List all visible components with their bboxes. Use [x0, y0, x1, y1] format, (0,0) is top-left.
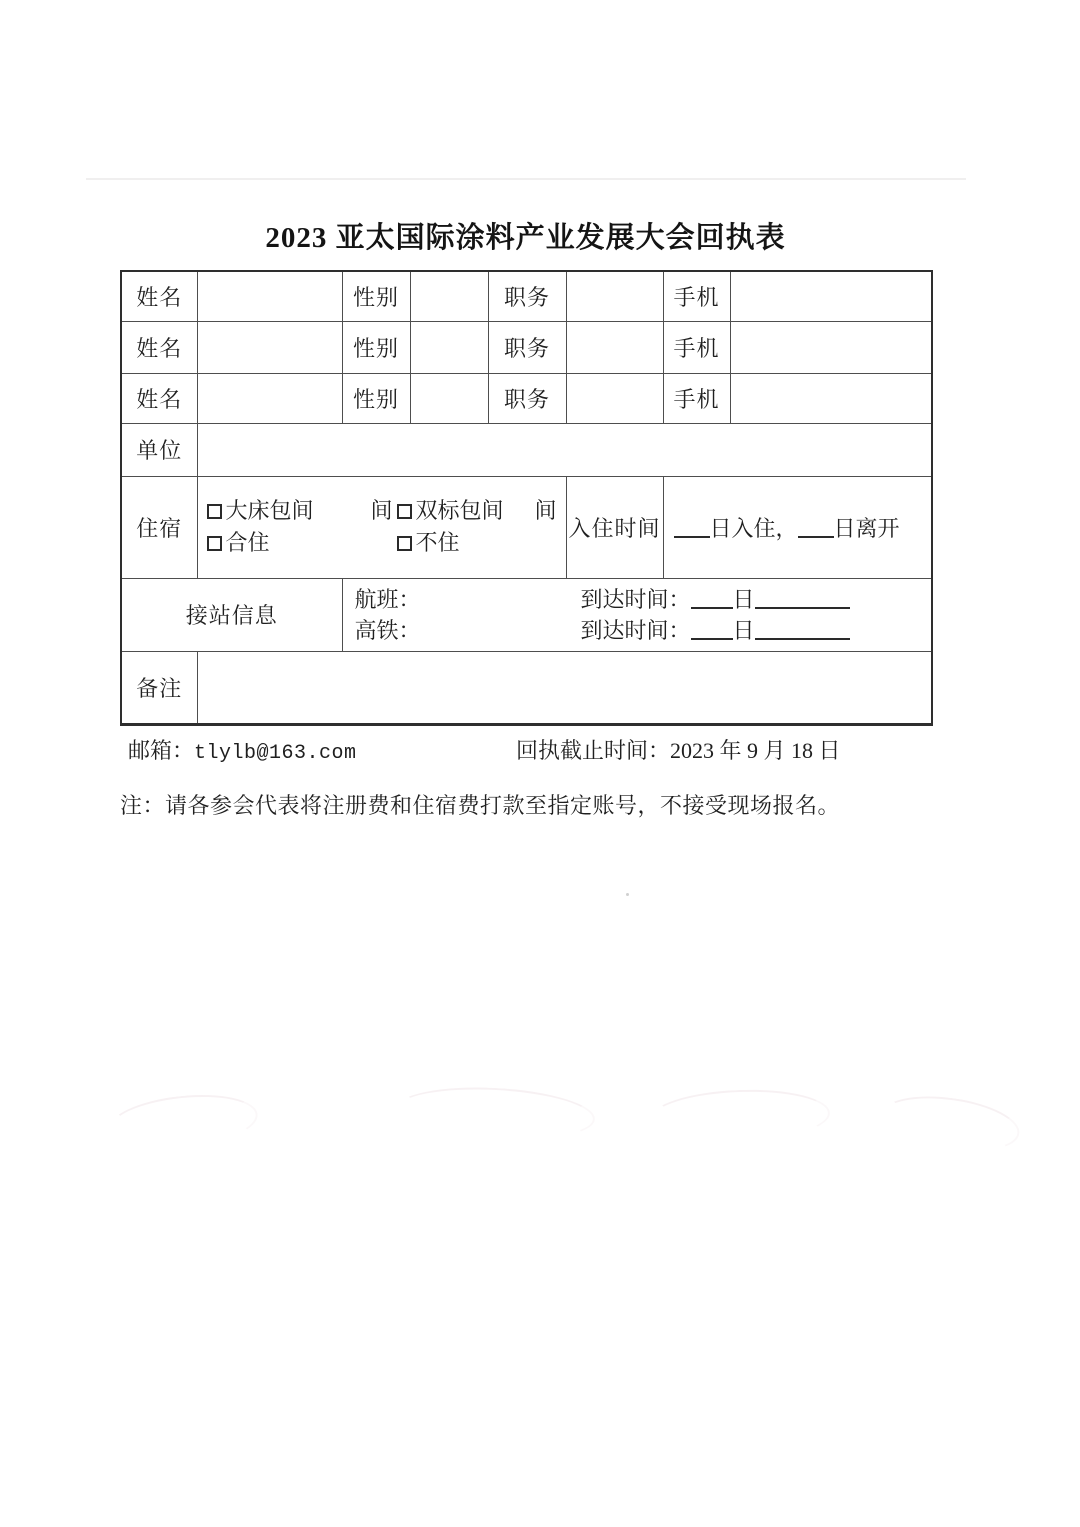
note-text: 注：请各参会代表将注册费和住宿费打款至指定账号，不接受现场报名。: [120, 792, 841, 818]
scan-artifact: [649, 1087, 831, 1145]
gender-label: 性别: [342, 373, 410, 423]
checkin-time-cell: [663, 476, 932, 578]
mobile-label: 手机: [663, 321, 730, 373]
train-arrival-label: 到达时间：: [580, 617, 691, 643]
checkout-day-blank[interactable]: [798, 516, 834, 538]
deadline: [516, 735, 841, 767]
gender-input-cell[interactable]: [410, 321, 488, 373]
accommodation-label: 住宿: [121, 476, 197, 578]
train-day-text: 日: [732, 617, 755, 643]
mobile-label: 手机: [663, 373, 730, 423]
name-input-cell[interactable]: [197, 373, 342, 423]
option-king-room[interactable]: [207, 495, 314, 527]
flight-arrival-label: 到达时间：: [580, 586, 691, 612]
name-label: 姓名: [121, 373, 197, 423]
deadline-value: 2023 年 9 月 18 日: [670, 737, 841, 763]
page-title: 2023 亚太国际涂料产业发展大会回执表: [265, 222, 786, 254]
attendee-row: [121, 373, 932, 423]
flight-day-text: 日: [732, 586, 755, 612]
twin-room-count-unit: 间: [534, 498, 557, 523]
gender-input-cell[interactable]: [410, 373, 488, 423]
option-no-stay[interactable]: [397, 527, 460, 559]
flight-label: 航班：: [354, 586, 421, 612]
email-value: tlylb@163.com: [194, 741, 357, 765]
accommodation-row: [121, 476, 932, 578]
flight-arrival-day-blank[interactable]: [691, 587, 733, 609]
mobile-input-cell[interactable]: [730, 321, 932, 373]
train-arrival-day-blank[interactable]: [691, 618, 733, 640]
position-label: 职务: [488, 373, 566, 423]
train-label: 高铁：: [354, 617, 421, 643]
option-share-room[interactable]: [207, 527, 270, 559]
position-input-cell[interactable]: [566, 373, 663, 423]
mobile-label: 手机: [663, 271, 730, 321]
option-twin-room-label: 双标包间: [415, 498, 504, 523]
deadline-label: 回执截止时间：: [516, 737, 671, 763]
scan-artifact: [106, 1088, 261, 1155]
option-share-room-label: 合住: [225, 530, 270, 555]
checkbox-king-room-icon[interactable]: [207, 504, 222, 519]
checkin-time-label: 入住时间: [566, 476, 663, 578]
name-input-cell[interactable]: [197, 271, 342, 321]
attendee-row: [121, 271, 932, 321]
checkout-text: 日离开: [833, 515, 900, 541]
gender-input-cell[interactable]: [410, 271, 488, 321]
mobile-input-cell[interactable]: [730, 271, 932, 321]
option-no-stay-label: 不住: [415, 530, 460, 555]
checkin-text: 日入住，: [709, 515, 798, 541]
unit-input-cell[interactable]: [197, 423, 932, 476]
flight-arrival-time-blank[interactable]: [755, 587, 850, 609]
unit-row: [121, 423, 932, 476]
options-line-2: [207, 527, 566, 559]
scan-artifact: [626, 893, 629, 896]
scan-artifact: [394, 1083, 596, 1145]
position-input-cell[interactable]: [566, 321, 663, 373]
attendee-row: [121, 321, 932, 373]
pickup-info-label: 接站信息: [121, 578, 342, 651]
position-label: 职务: [488, 271, 566, 321]
form-content: [120, 218, 931, 821]
reply-form-table: [120, 270, 933, 726]
position-input-cell[interactable]: [566, 271, 663, 321]
email-label: 邮箱：: [128, 737, 195, 763]
flight-line: [355, 584, 932, 615]
checkbox-twin-room-icon[interactable]: [397, 504, 412, 519]
remarks-input-cell[interactable]: [197, 651, 932, 724]
mobile-input-cell[interactable]: [730, 373, 932, 423]
king-room-count-unit: 间: [370, 498, 393, 523]
gender-label: 性别: [342, 321, 410, 373]
gender-label: 性别: [342, 271, 410, 321]
position-label: 职务: [488, 321, 566, 373]
remarks-label: 备注: [121, 651, 197, 724]
pickup-info-cell: [342, 578, 932, 651]
pickup-row: [121, 578, 932, 651]
checkbox-no-stay-icon[interactable]: [397, 536, 412, 551]
remarks-row: [121, 651, 932, 724]
scan-artifact: [86, 178, 966, 180]
checkin-day-blank[interactable]: [674, 516, 710, 538]
accommodation-options-cell: [197, 476, 566, 578]
train-arrival-time-blank[interactable]: [755, 618, 850, 640]
name-label: 姓名: [121, 321, 197, 373]
train-line: [355, 615, 932, 646]
option-twin-room[interactable]: [397, 495, 504, 527]
checkbox-share-room-icon[interactable]: [207, 536, 222, 551]
footer-line: [120, 735, 931, 767]
name-label: 姓名: [121, 271, 197, 321]
options-line-1: [207, 495, 566, 527]
name-input-cell[interactable]: [197, 321, 342, 373]
scan-artifact: [877, 1089, 1023, 1160]
unit-label: 单位: [121, 423, 197, 476]
option-king-room-label: 大床包间: [225, 498, 314, 523]
